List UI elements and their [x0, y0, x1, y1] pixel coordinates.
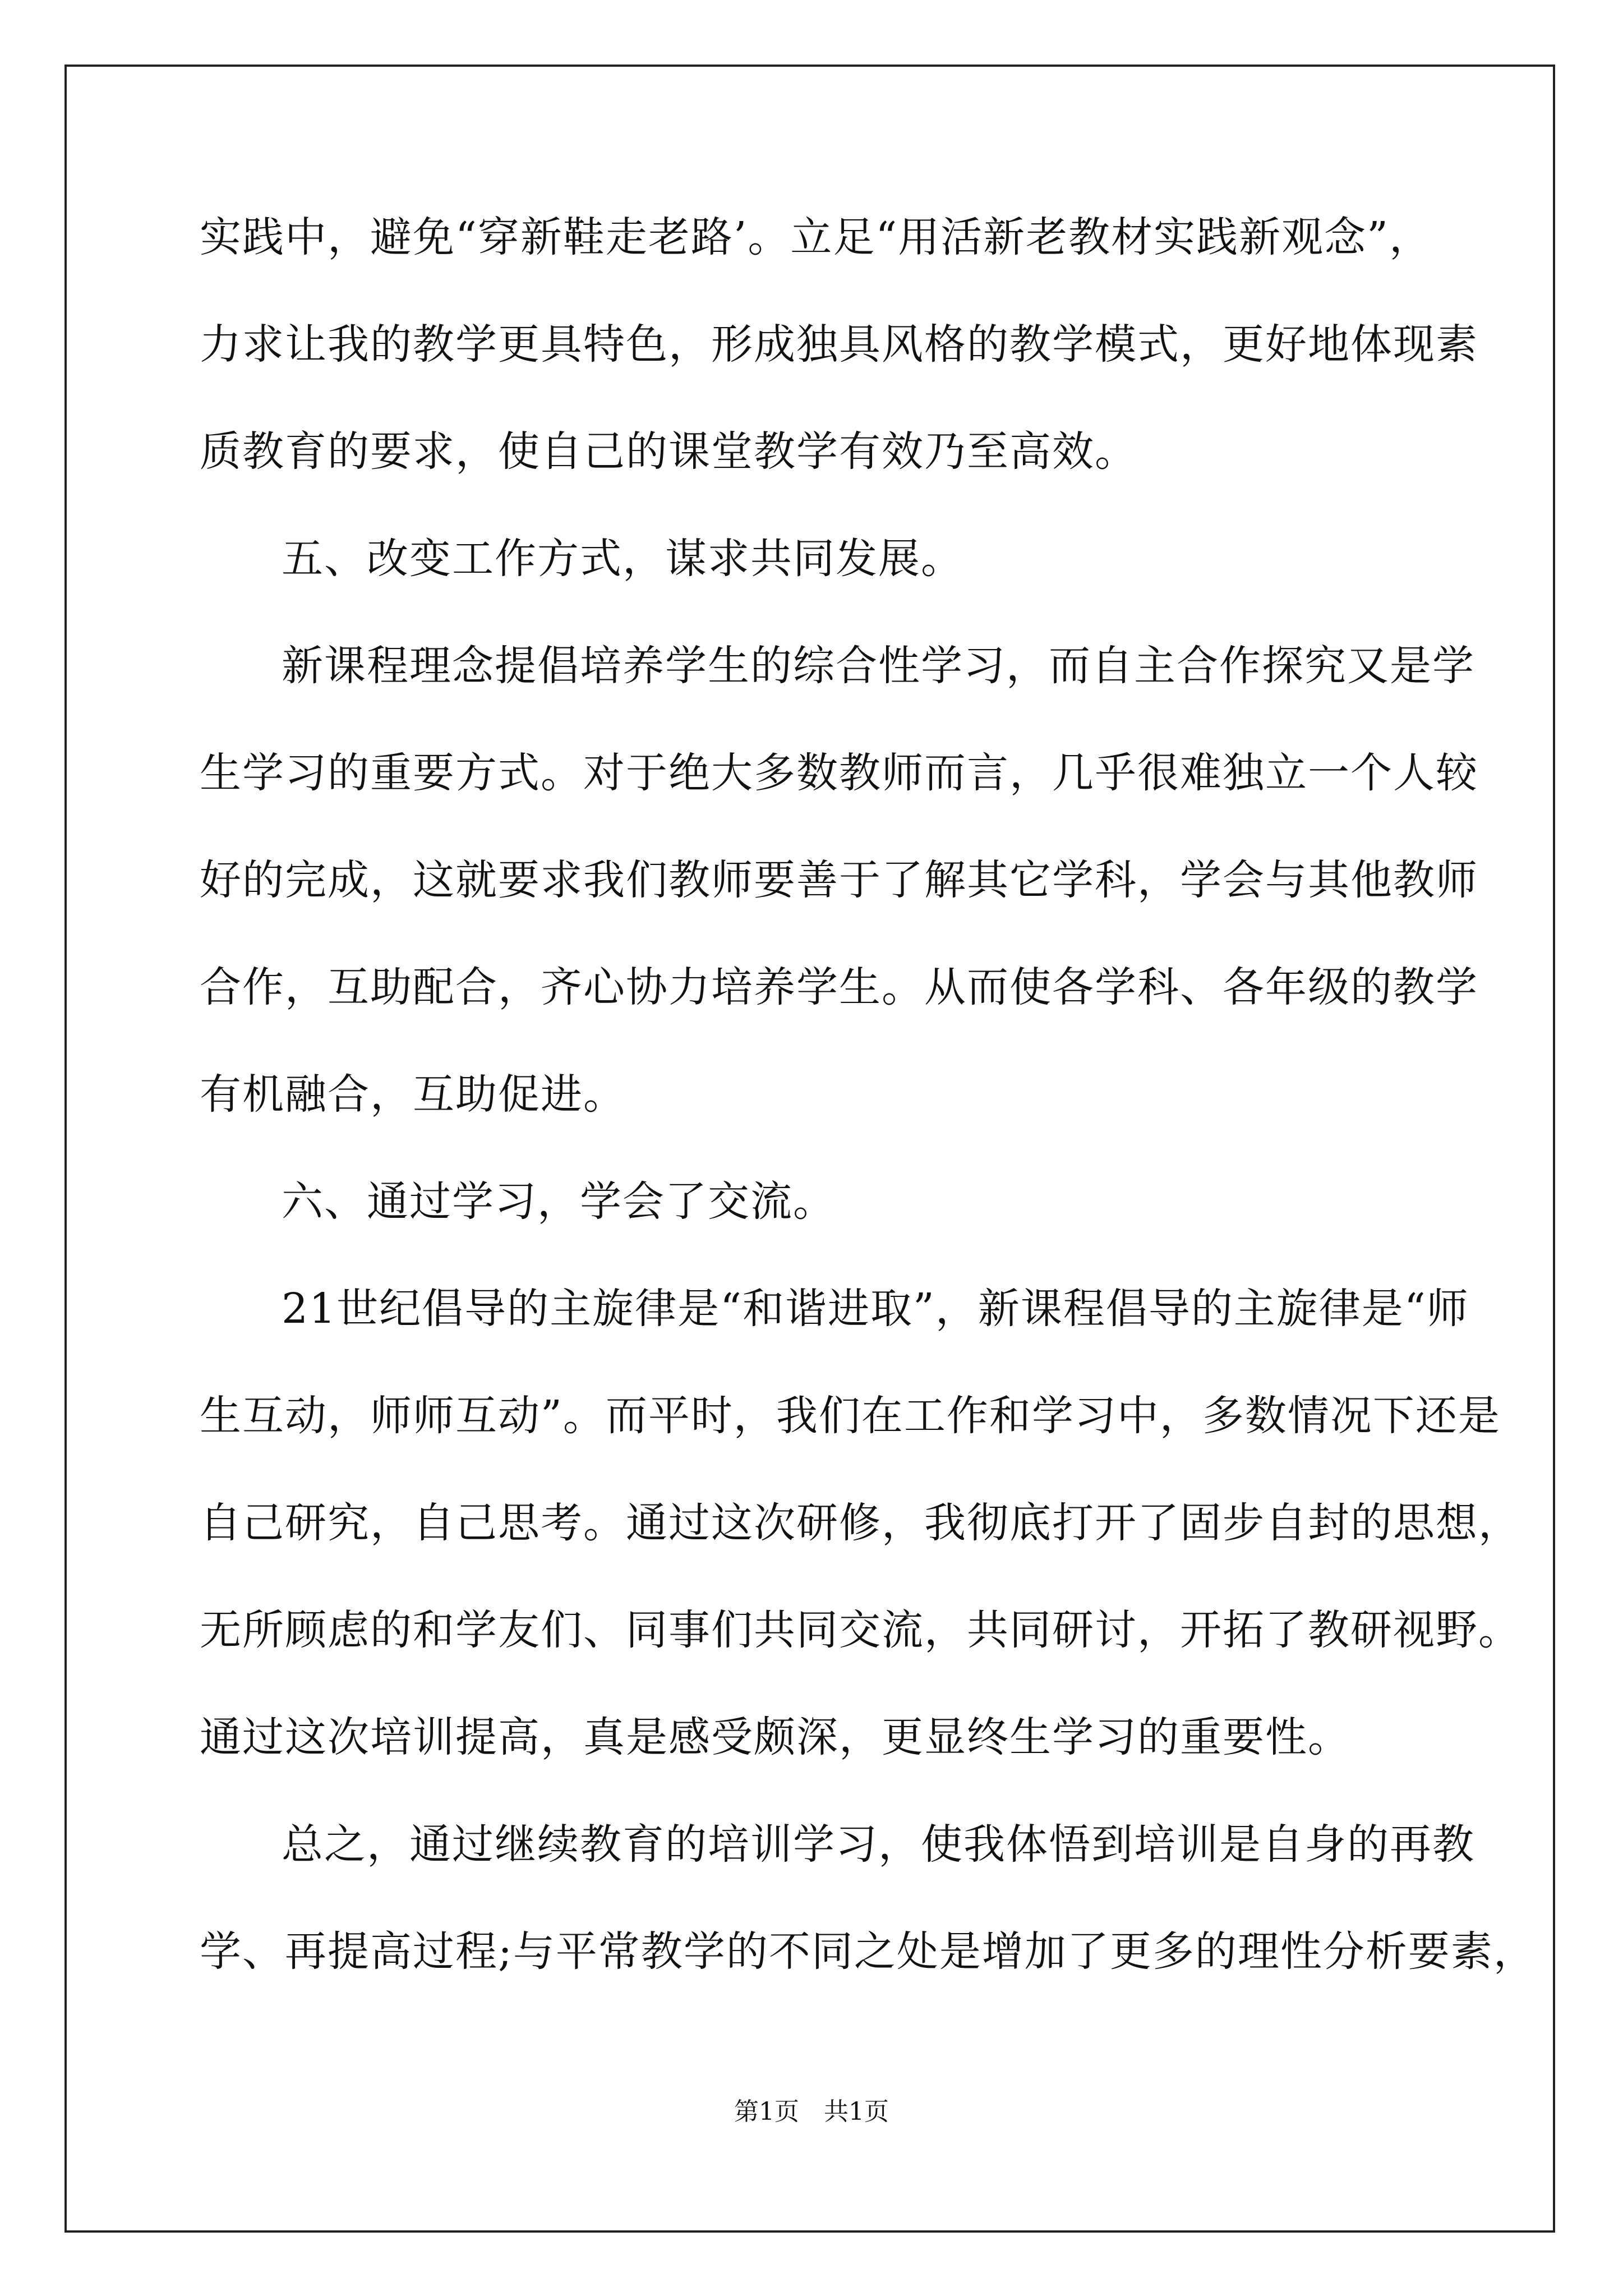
text-line: 生互动，师师互动”。而平时，我们在工作和学习中，多数情况下还是: [200, 1392, 1501, 1440]
text-line: 质教育的要求，使自己的课堂教学有效乃至高效。: [200, 427, 1137, 476]
text-line: 通过这次培训提高，真是感受颇深，更显终生学习的重要性。: [200, 1713, 1350, 1761]
text-line: 实践中，避免“穿新鞋走老路’。立足“用活新老教材实践新观念”，: [200, 213, 1432, 261]
text-line: 新课程理念提倡培养学生的综合性学习，而自主合作探究又是学: [282, 642, 1475, 690]
text-line: 无所顾虑的和学友们、同事们共同交流，共同研讨，开拓了教研视野。: [200, 1606, 1521, 1654]
text-line: 合作，互助配合，齐心协力培养学生。从而使各学科、各年级的教学: [200, 963, 1478, 1011]
text-line: 好的完成，这就要求我们教师要善于了解其它学科，学会与其他教师: [200, 856, 1478, 904]
text-line: 有机融合，互助促进。: [200, 1070, 626, 1119]
text-line: 21世纪倡导的主旋律是“和谐进取”，新课程倡导的主旋律是“师: [282, 1285, 1469, 1333]
section-heading: 五、改变工作方式，谋求共同发展。: [282, 535, 963, 583]
text-line: 力求让我的教学更具特色，形成独具风格的教学模式，更好地体现素: [200, 320, 1478, 369]
page-number-footer: 第1页 共1页: [734, 2097, 889, 2126]
text-line: 自己研究，自己思考。通过这次研修，我彻底打开了固步自封的思想，: [200, 1499, 1521, 1547]
text-line: 学、再提高过程;与平常教学的不同之处是增加了更多的理性分析要素，: [200, 1927, 1536, 1976]
text-line: 总之，通过继续教育的培训学习，使我体悟到培训是自身的再教: [282, 1820, 1475, 1869]
text-line: 生学习的重要方式。对于绝大多数教师而言，几乎很难独立一个人较: [200, 749, 1478, 797]
section-heading: 六、通过学习，学会了交流。: [282, 1177, 836, 1226]
page-border: [64, 65, 1555, 2233]
